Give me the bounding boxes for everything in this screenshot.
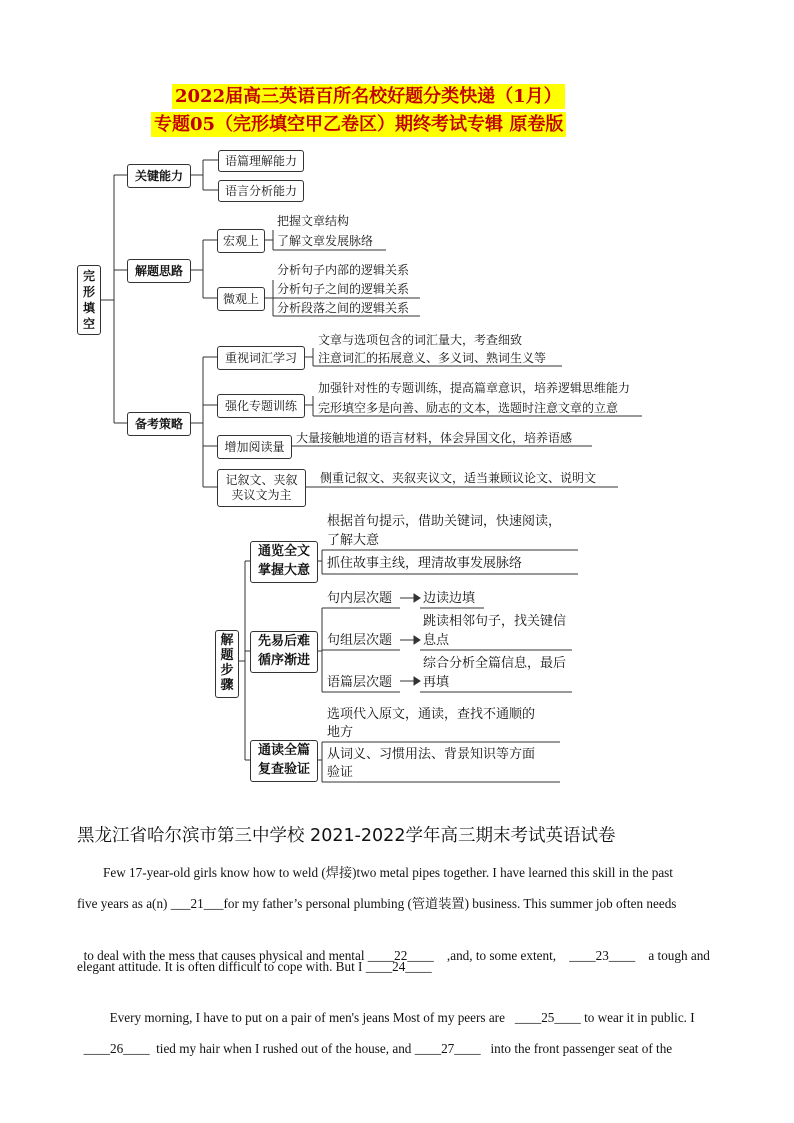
leaf-logic-between-sentences: 分析句子之间的逻辑关系 (277, 282, 410, 296)
action-skip-read: 跳读相邻句子，找关键信息点 (423, 614, 567, 648)
passage-text: Few 17-year-old girls know how to weld (焊接)two metal pipes together. I have learned this skill in the past (103, 865, 673, 880)
level-sentence-group: 句组层次题 (327, 633, 393, 648)
passage-text: elegant attitude. It is often difficult to cope with. But I (77, 959, 366, 974)
passage-line-4 (77, 957, 432, 977)
passage-text: tied my hair when I rushed out of the house, and (149, 1041, 415, 1056)
title-line-1: 2022届高三英语百所名校好题分类快递（1月） (172, 84, 565, 109)
leaf-discourse-comprehension: 语篇理解能力 (218, 150, 304, 172)
leaf-language-analysis: 语言分析能力 (218, 180, 304, 202)
blank-27: ____27____ (414, 1041, 481, 1056)
sub-topic-training: 强化专题训练 (217, 394, 305, 418)
blank-24: ____24____ (365, 959, 432, 974)
passage-line-2 (77, 894, 676, 914)
leaf-story-mainline: 抓住故事主线，理清故事发展脉络 (327, 556, 523, 571)
blank-26: ____26____ (83, 1041, 150, 1056)
branch-solving-approach: 解题思路 (127, 259, 191, 283)
mindmap1-root: 完形填空 (77, 265, 101, 335)
branch-prep-strategy: 备考策略 (127, 412, 191, 436)
leaf-development-thread: 了解文章发展脉络 (277, 234, 374, 248)
blank-22: ____22____ (367, 948, 434, 963)
leaf-vocab-large: 文章与选项包含的词汇量大，考查细致 (318, 333, 523, 347)
leaf-general-idea: 了解大意 (327, 533, 380, 548)
sub-reading-volume: 增加阅读量 (217, 435, 292, 459)
exam-heading: 黑龙江省哈尔滨市第三中学校 2021-2022学年高三期末考试英语试卷 (77, 826, 616, 846)
leaf-substitute-options: 选项代入原文，通读，查找不通顺的 (327, 707, 536, 722)
step-reread-verify: 通读全篇复查验证 (250, 740, 318, 782)
sub-narrative-focus: 记叙文、夹叙夹议文为主 (217, 469, 306, 507)
blank-25: ____25____ (514, 1010, 581, 1025)
action-analyze-fill-last: 综合分析全篇信息，最后再填 (423, 656, 567, 690)
passage-line-6 (77, 1019, 672, 1059)
leaf-authentic-material: 大量接触地道的语言材料，体会异国文化，培养语感 (296, 431, 573, 445)
level-discourse: 语篇层次题 (327, 675, 393, 690)
sub-micro: 微观上 (217, 287, 265, 311)
passage-text: Every morning, I have to put on a pair of men's jeans Most of my peers are (109, 1010, 515, 1025)
passage-text: five years as a(n) (77, 896, 171, 911)
leaf-check-aspects: 从词义、习惯用法、背景知识等方面 (327, 747, 536, 762)
level-in-sentence: 句内层次题 (327, 591, 393, 606)
blank-21: ___21___ (170, 896, 224, 911)
sub-vocabulary: 重视词汇学习 (217, 346, 305, 370)
blank-23: ____23____ (569, 948, 636, 963)
mindmap2-root: 解题步骤 (215, 630, 239, 698)
leaf-positive-texts: 完形填空多是向善、励志的文本，选题时注意文章的立意 (318, 401, 619, 415)
passage-text: for my father’s personal plumbing (管道装置) business. This summer job often needs (223, 896, 677, 911)
leaf-narrative-argument: 侧重记叙文、夹叙夹议文，适当兼顾议论文、说明文 (320, 471, 597, 485)
step-skim-whole-text: 通览全文掌握大意 (250, 541, 318, 583)
passage-text: a tough and (635, 948, 710, 963)
leaf-targeted-training: 加强针对性的专题训练，提高篇章意识，培养逻辑思维能力 (318, 381, 631, 395)
branch-key-ability: 关键能力 (127, 164, 191, 188)
leaf-logic-between-paragraphs: 分析段落之间的逻辑关系 (277, 301, 410, 315)
step-easy-first: 先易后难循序渐进 (250, 631, 318, 673)
leaf-grasp-structure: 把握文章结构 (277, 214, 350, 228)
passage-line-1 (103, 863, 673, 883)
passage-text: to wear it in public. I (580, 1010, 695, 1025)
leaf-first-sentence-hint: 根据首句提示，借助关键词，快速阅读， (327, 514, 562, 529)
leaf-places: 地方 (327, 725, 354, 740)
sub-macro: 宏观上 (217, 229, 265, 253)
leaf-logic-within-sentence: 分析句子内部的逻辑关系 (277, 263, 410, 277)
passage-text: to deal with the mess that causes physical and mental (83, 948, 368, 963)
passage-text: into the front passenger seat of the (480, 1041, 673, 1056)
leaf-vocab-extension: 注意词汇的拓展意义、多义词、熟词生义等 (318, 351, 547, 365)
passage-text: ,and, to some extent, (433, 948, 570, 963)
leaf-verify: 验证 (327, 765, 354, 780)
action-read-and-fill: 边读边填 (423, 591, 476, 606)
title-line-2: 专题05（完形填空甲乙卷区）期终考试专辑 原卷版 (151, 112, 566, 137)
